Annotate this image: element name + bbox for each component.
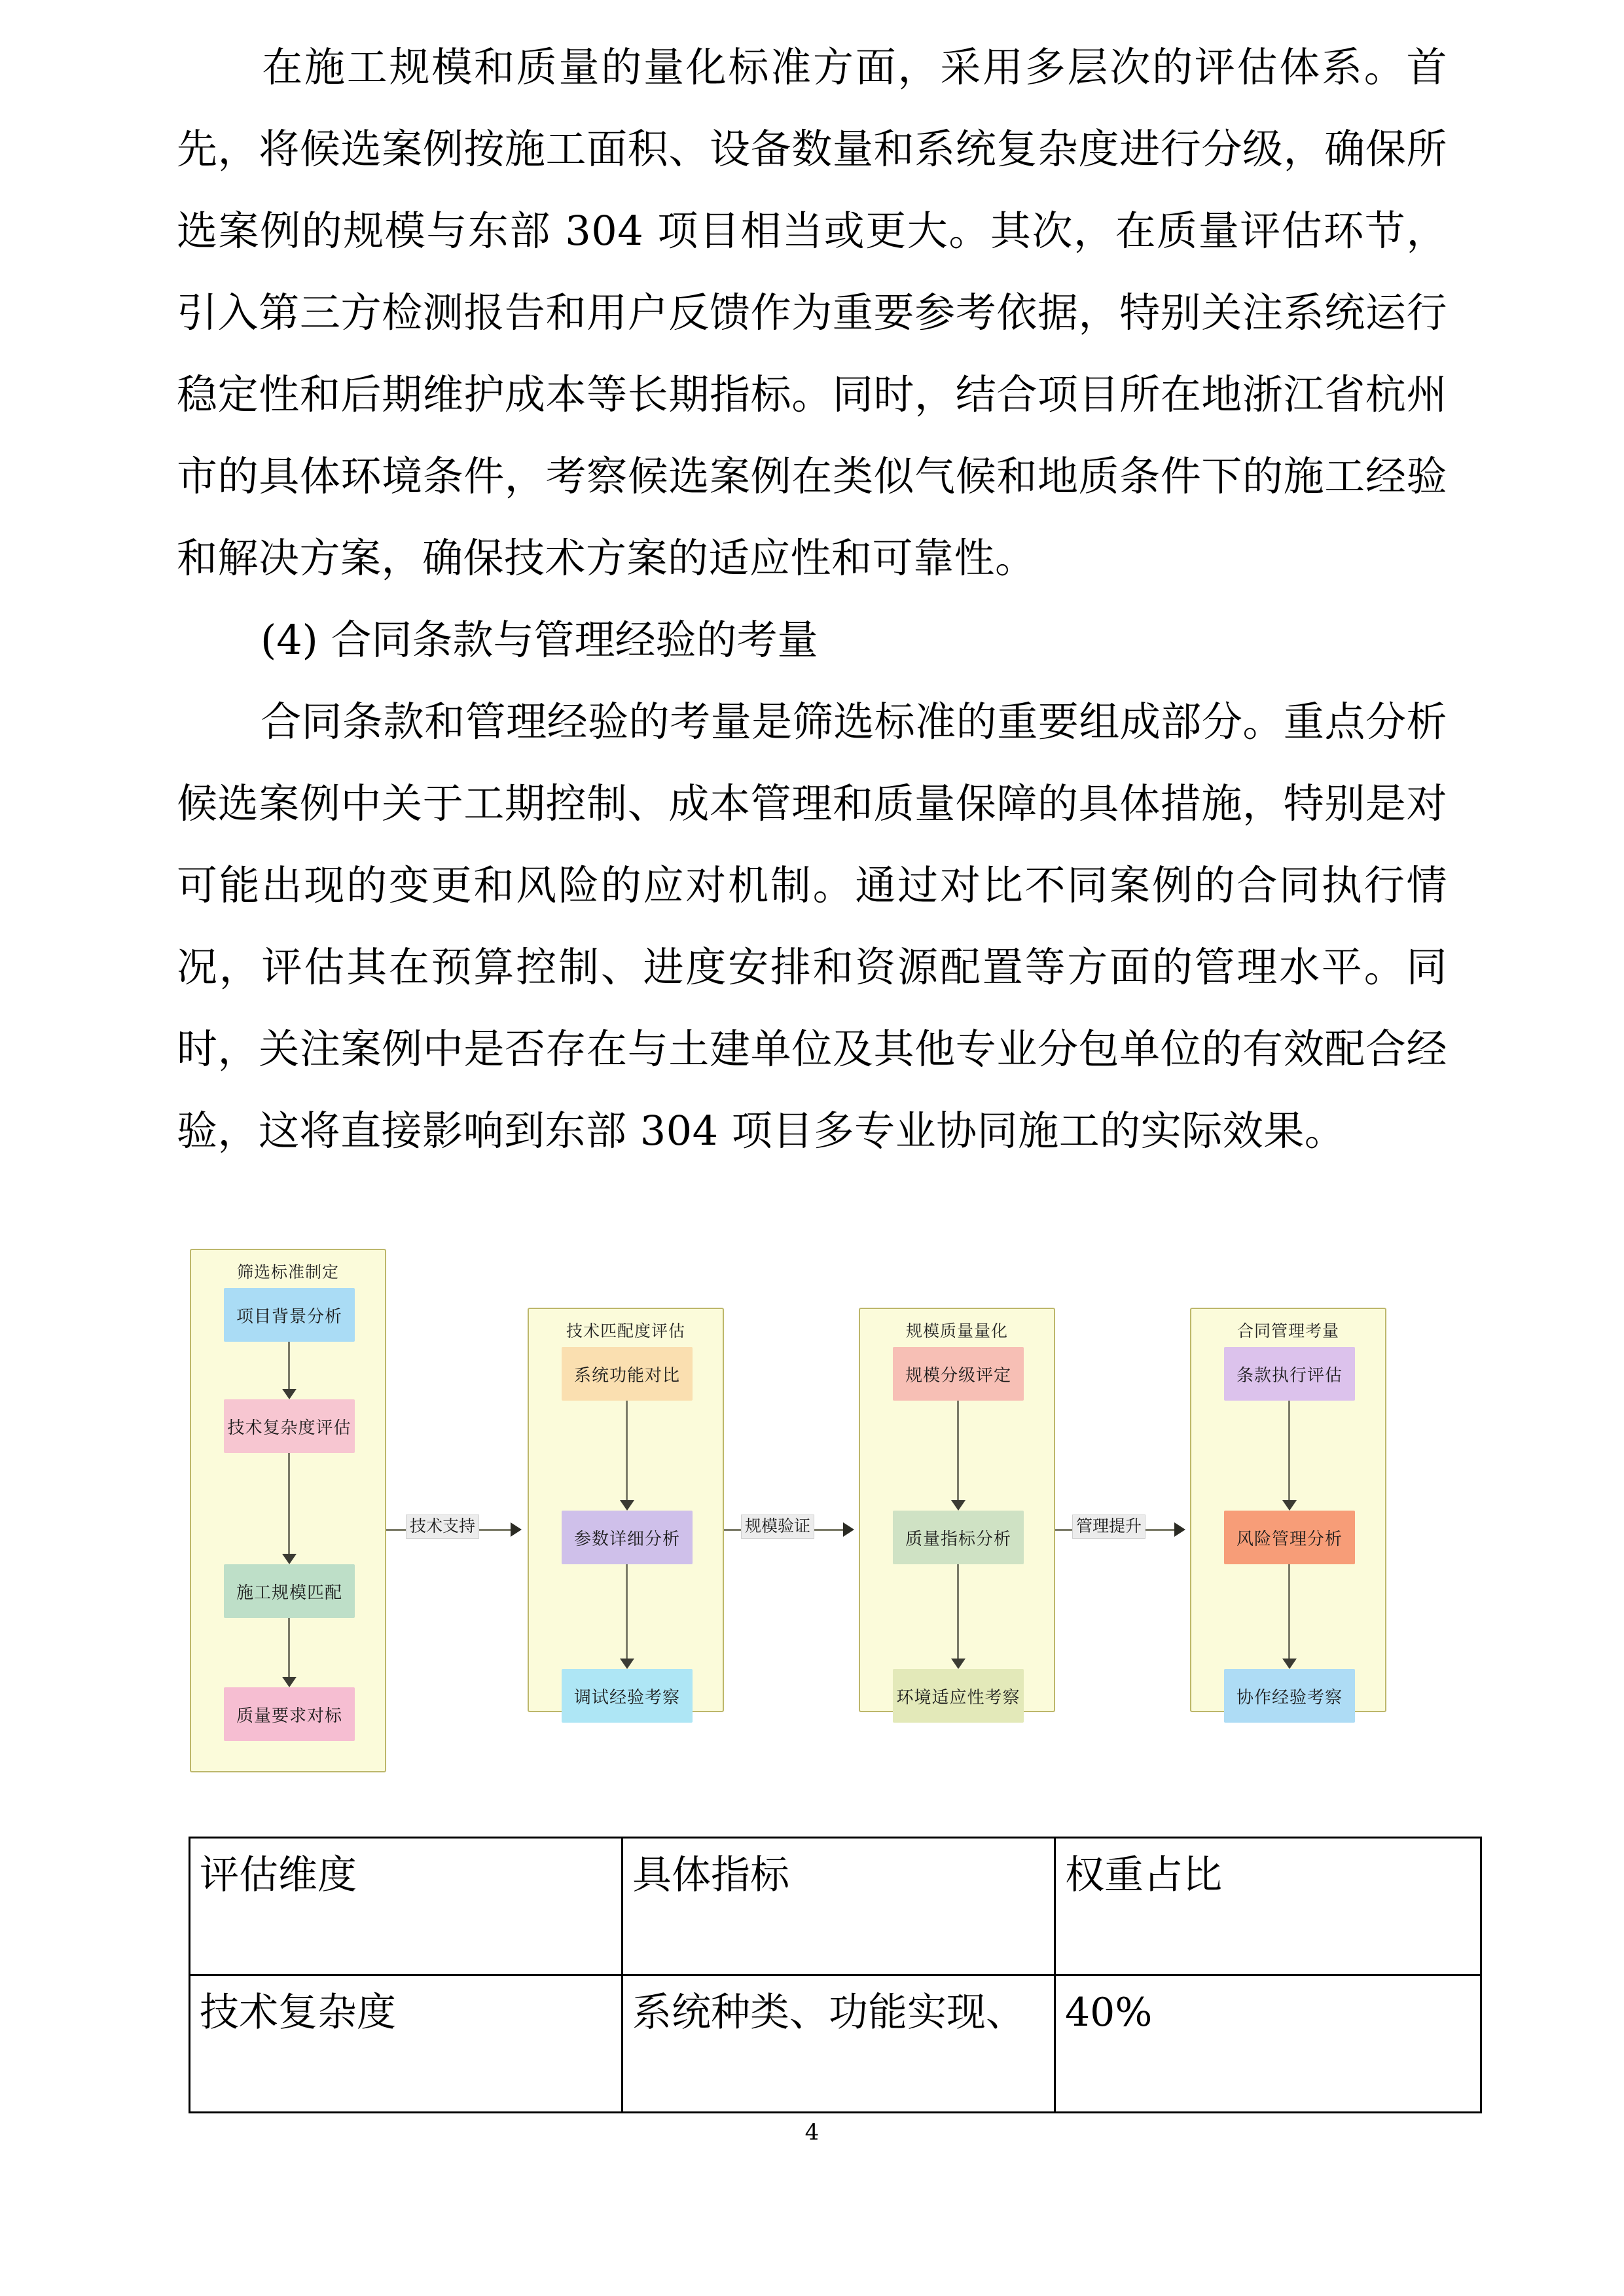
flow-arrowhead-down	[620, 1659, 634, 1669]
paragraph-2-text: 合同条款和管理经验的考量是筛选标准的重要组成部分。重点分析候选案例中关于工期控制、成本管理和质量保障的具体措施，特别是对可能出现的变更和风险的应对机制。通过对比不同案例的合同执行情况，评估其在预算控制、进度安排和资源配置等方面的管理水平。同时，关注案例中是否存在与土建单位及其他专业分包单位的有效配合经验，这将直接影响到东部 304 项目多专业协同施工的实际效果。	[177, 698, 1447, 1155]
flow-node-risk-management	[1224, 1511, 1355, 1564]
table-header-indicator: 具体指标	[623, 1838, 1055, 1975]
flow-node-label: 项目背景分析	[236, 1306, 342, 1327]
flow-connector-vertical	[957, 1564, 959, 1662]
flow-edge-1-label: 技术支持	[406, 1515, 479, 1539]
paragraph-1	[177, 26, 1447, 599]
flow-edge-3-arrowhead	[1174, 1522, 1185, 1537]
flow-node-label: 环境适应性考察	[896, 1687, 1020, 1708]
flow-arrowhead-down	[951, 1500, 965, 1511]
flow-node-quality-indicator-analysis	[893, 1511, 1024, 1564]
flow-node-project-background	[224, 1288, 355, 1342]
flow-node-scale-match	[224, 1564, 355, 1618]
paragraph-2	[177, 681, 1447, 1172]
flow-node-label: 施工规模匹配	[236, 1583, 342, 1603]
flow-arrowhead-down	[282, 1389, 297, 1399]
page-number: 4	[804, 2119, 820, 2145]
flow-edge-2-arrowhead	[843, 1522, 854, 1537]
table-cell-dimension: 技术复杂度	[190, 1975, 623, 2113]
flow-group-4	[1190, 1308, 1386, 1712]
flow-node-label: 调试经验考察	[573, 1687, 680, 1708]
flow-group-3-title: 规模质量量化	[905, 1321, 1008, 1340]
flow-connector-vertical	[1288, 1564, 1290, 1662]
flow-connector-vertical	[1288, 1401, 1290, 1504]
flow-node-label: 风险管理分析	[1236, 1529, 1343, 1549]
paragraph-1-text: 在施工规模和质量的量化标准方面，采用多层次的评估体系。首先，将候选案例按施工面积、设备数量和系统复杂度进行分级，确保所选案例的规模与东部 304 项目相当或更大。其次，在质量评估环节，引入第三方检测报告和用户反馈作为重要参考依据，特别关注系统运行稳定性和后期维护成本等长期指标。同时，结合项目所在地浙江省杭州市的具体环境条件，考察候选案例在类似气候和地质条件下的施工经验和解决方案，确保技术方案的适应性和可靠性。	[177, 43, 1447, 582]
table-row-header	[190, 1838, 1481, 1975]
flow-node-label: 质量要求对标	[236, 1706, 342, 1726]
flow-group-1	[190, 1249, 386, 1772]
flow-arrowhead-down	[282, 1554, 297, 1564]
table-header-weight: 权重占比	[1055, 1838, 1481, 1975]
flow-arrowhead-down	[1282, 1659, 1297, 1669]
flow-connector-vertical	[626, 1401, 628, 1504]
flow-group-4-title: 合同管理考量	[1236, 1321, 1339, 1340]
flow-node-collaboration-experience	[1224, 1669, 1355, 1723]
flow-node-environmental-adaptability	[893, 1669, 1024, 1723]
flow-node-label: 规模分级评定	[905, 1365, 1011, 1386]
flow-arrowhead-down	[282, 1677, 297, 1687]
flow-arrowhead-down	[1282, 1500, 1297, 1511]
flow-node-tech-complexity	[224, 1399, 355, 1453]
table-cell-indicator: 系统种类、功能实现、	[623, 1975, 1055, 2113]
flow-node-system-function-compare	[562, 1347, 693, 1401]
flow-node-clause-execution	[1224, 1347, 1355, 1401]
flow-node-label: 技术复杂度评估	[227, 1418, 352, 1438]
flow-connector-vertical	[957, 1401, 959, 1504]
flow-arrowhead-down	[951, 1659, 965, 1669]
flow-edge-2-label: 规模验证	[741, 1515, 814, 1539]
flow-connector-vertical	[626, 1564, 628, 1662]
table-cell-weight: 40%	[1055, 1975, 1481, 2113]
table-row	[190, 1975, 1481, 2113]
section-heading	[177, 599, 1447, 681]
evaluation-table	[189, 1837, 1482, 2113]
flow-edge-3-label: 管理提升	[1072, 1515, 1146, 1539]
flow-node-label: 协作经验考察	[1236, 1687, 1343, 1708]
flow-edge-1-arrowhead	[511, 1522, 522, 1537]
flow-connector-vertical	[288, 1618, 290, 1681]
flow-arrowhead-down	[620, 1500, 634, 1511]
flow-connector-vertical	[288, 1453, 290, 1558]
flow-group-2	[528, 1308, 724, 1712]
flow-node-parameter-analysis	[562, 1511, 693, 1564]
flow-connector-vertical	[288, 1342, 290, 1393]
flow-node-label: 系统功能对比	[573, 1365, 680, 1386]
flow-node-quality-benchmark	[224, 1687, 355, 1741]
process-flowchart	[190, 1249, 1473, 1772]
flow-group-2-title: 技术匹配度评估	[566, 1321, 685, 1340]
section-heading-text: (4) 合同条款与管理经验的考量	[261, 616, 818, 664]
table-header-dimension: 评估维度	[190, 1838, 623, 1975]
flow-group-1-title: 筛选标准制定	[236, 1263, 339, 1282]
flow-node-label: 条款执行评估	[1236, 1365, 1343, 1386]
flow-node-label: 质量指标分析	[905, 1529, 1011, 1549]
flow-node-scale-grading	[893, 1347, 1024, 1401]
flow-node-label: 参数详细分析	[573, 1529, 680, 1549]
flow-node-commissioning-experience	[562, 1669, 693, 1723]
flow-group-3	[859, 1308, 1055, 1712]
